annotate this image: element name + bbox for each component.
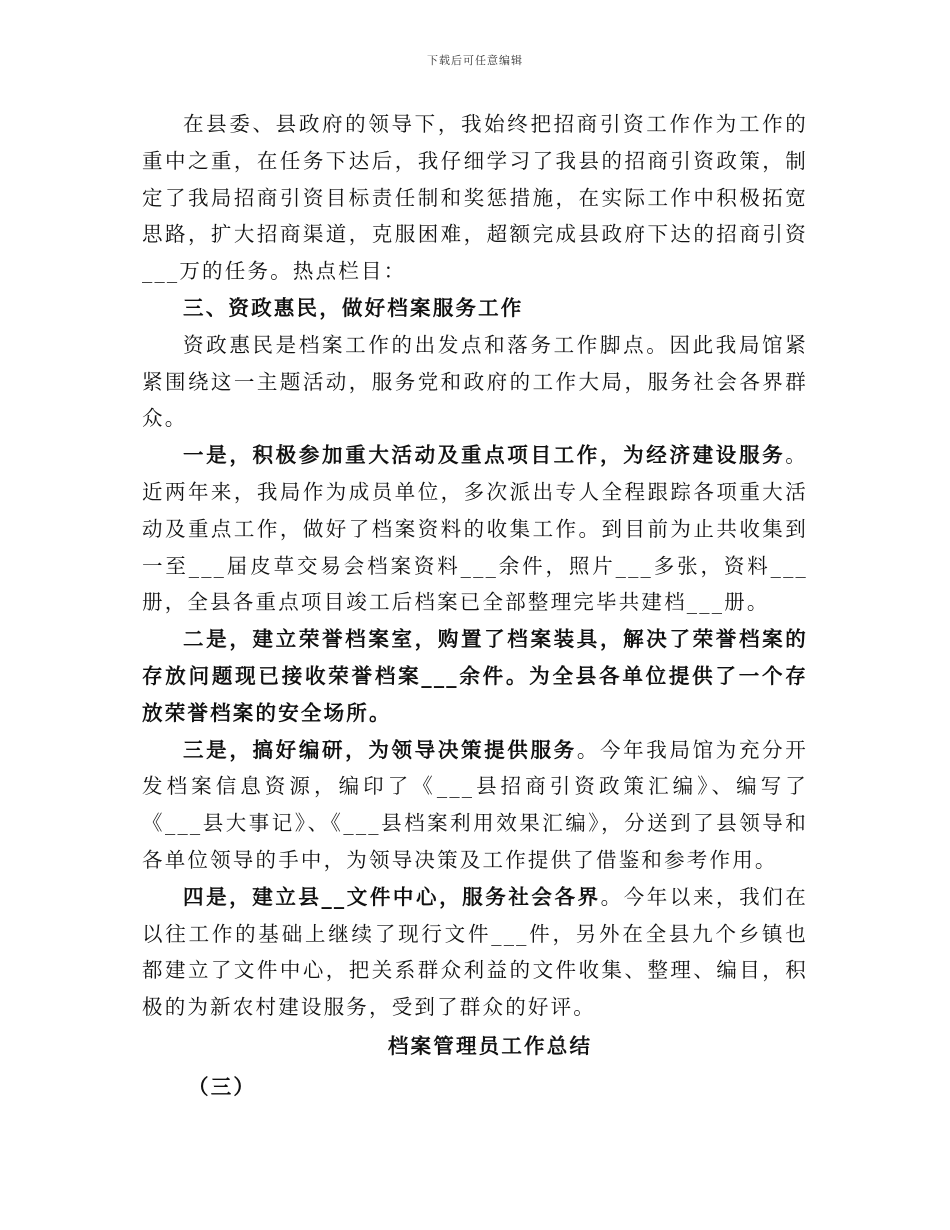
paragraph-intro: 资政惠民是档案工作的出发点和落务工作脚点。因此我局馆紧紧围绕这一主题活动，服务党和政府的工作大局，服务社会各界群众。 (142, 332, 808, 431)
paragraph-investment: 在县委、县政府的领导下，我始终把招商引资工作作为工作的重中之重，在任务下达后，我仔细学习了我县的招商引资政策，制定了我局招商引资目标责任制和奖惩措施，在实际工作中积极拓宽思路，扩大招商渠道，克服困难，超额完成县政府下达的招商引资___万的任务。热点栏目： (142, 112, 808, 284)
document-body (142, 106, 808, 1106)
section-number: （三） (188, 1074, 257, 1099)
paragraph-point-one (142, 437, 808, 621)
point-four-lead: 四是，建立县__文件中心，服务社会各界 (183, 884, 601, 909)
document-title: 档案管理员工作总结 (387, 1033, 593, 1058)
paragraph-point-four (142, 879, 808, 1026)
point-three-body: 。今年我局馆为充分开发档案信息资源，编印了《___县招商引资政策汇编》、编写了《___县大事记》、《___县档案利用效果汇编》，分送到了县领导和各单位领导的手中，为领导决策及工作提供了借鉴和参考作用。 (142, 737, 808, 872)
point-three-lead: 三是，搞好编研，为领导决策提供服务 (183, 737, 577, 762)
point-one-body: 。近两年来，我局作为成员单位，多次派出专人全程跟踪各项重大活动及重点工作，做好了档案资料的收集工作。到目前为止共收集到一至___届皮草交易会档案资料___余件，照片___多张，资料___册，全县各重点项目竣工后档案已全部整理完毕共建档___册。 (142, 443, 808, 615)
point-one-lead: 一是，积极参加重大活动及重点项目工作，为经济建设服务 (183, 443, 786, 468)
page-header-note: 下载后可任意编辑 (427, 54, 523, 67)
paragraph-point-three (142, 732, 808, 879)
section-heading-three: 三、资政惠民，做好档案服务工作 (183, 295, 524, 320)
paragraph-point-two: 二是，建立荣誉档案室，购置了档案装具，解决了荣誉档案的存放问题现已接收荣誉档案___余件。为全县各单位提供了一个存放荣誉档案的安全场所。 (142, 627, 808, 725)
point-four-body: 。今年以来，我们在以往工作的基础上继续了现行文件___件，另外在全县九个乡镇也都建立了文件中心，把关系群众利益的文件收集、整理、编目，积极的为新农村建设服务，受到了群众的好评。 (142, 884, 808, 1020)
